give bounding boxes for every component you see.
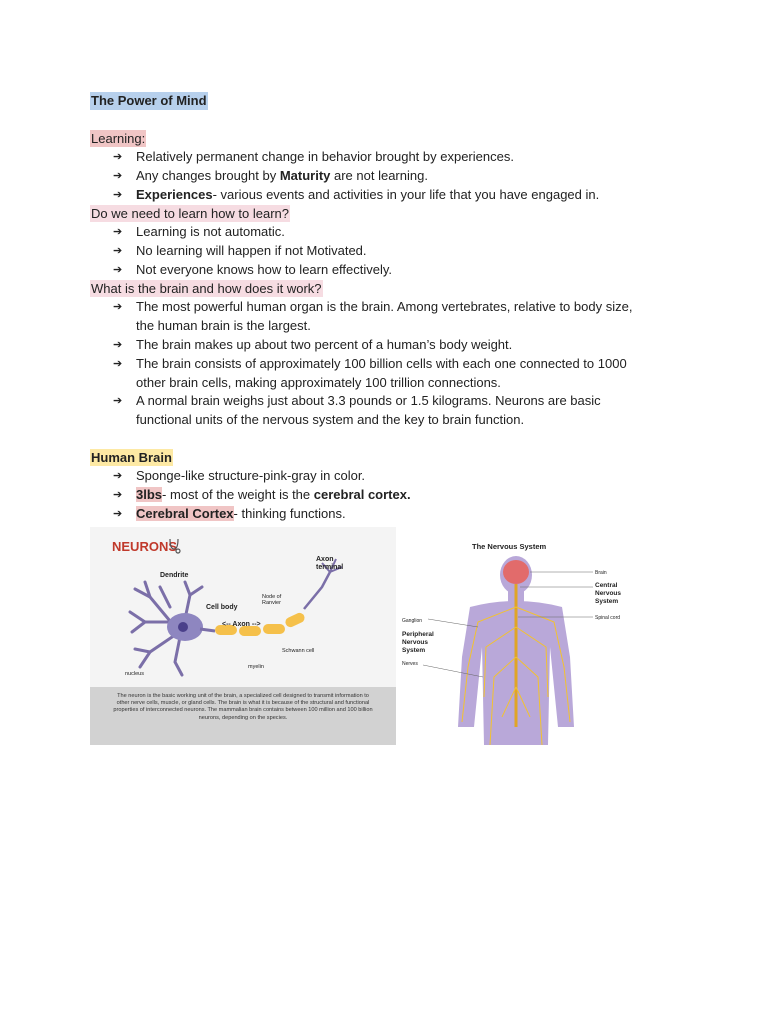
bold-term: cerebral cortex. — [313, 487, 411, 502]
bullet-text: 3lbs- most of the weight is the cerebral cortex. — [136, 487, 411, 502]
label-brain: Brain — [595, 570, 607, 576]
bold-term: Maturity — [279, 168, 331, 183]
arrow-icon: ➔ — [113, 264, 123, 276]
bullet-item — [113, 336, 673, 355]
arrow-icon: ➔ — [113, 151, 123, 163]
bullet-text: Experiences- various events and activities in your life that you have engaged in. — [136, 187, 600, 202]
label-ranvier: Ranvier — [262, 600, 281, 606]
bullet-item — [113, 261, 673, 280]
arrow-icon: ➔ — [113, 170, 123, 182]
heading-brain-work: What is the brain and how does it work? — [91, 281, 322, 296]
bullet-text: Cerebral Cortex- thinking functions. — [136, 506, 346, 521]
bullet-item — [113, 186, 673, 205]
label-nerves: Nerves — [402, 661, 418, 667]
label-cns: Central — [595, 582, 618, 589]
neuron-caption-box — [90, 687, 396, 745]
arrow-icon: ➔ — [113, 395, 123, 407]
brain-shape — [503, 560, 529, 584]
arrow-icon: ➔ — [113, 358, 123, 370]
bold-term: Cerebral Cortex — [136, 506, 234, 521]
label-cns: Nervous — [595, 590, 622, 597]
bullet-item — [113, 242, 673, 261]
bullet-item — [113, 148, 673, 167]
nucleus-shape — [178, 622, 188, 632]
neuron-figure — [90, 527, 396, 745]
bullet-text: The brain makes up about two percent of a human’s body weight. — [136, 337, 513, 352]
label-cns: System — [595, 598, 619, 605]
bullet-text: Learning is not automatic. — [136, 224, 285, 239]
label-pns: Peripheral — [402, 631, 434, 638]
label-ganglion: Ganglion — [402, 618, 423, 624]
bullet-item — [113, 298, 673, 335]
bold-term: Experiences — [136, 187, 213, 202]
arrow-icon: ➔ — [113, 245, 123, 257]
label-axon-terminal: terminal — [316, 564, 344, 571]
bullet-text: Sponge-like structure-pink-gray in color. — [136, 468, 366, 483]
nervous-system-figure — [398, 527, 635, 745]
bullet-text: No learning will happen if not Motivated. — [136, 243, 367, 258]
document-title: The Power of Mind — [91, 93, 207, 108]
bullet-item — [113, 355, 673, 392]
nervous-title: The Nervous System — [472, 542, 547, 551]
bullet-item — [113, 467, 673, 486]
label-dendrite: Dendrite — [160, 572, 189, 579]
heading-human-brain: Human Brain — [91, 450, 172, 465]
label-cell-body: Cell body — [206, 604, 238, 611]
bullet-item — [113, 392, 673, 429]
bullet-text: A normal brain weighs just about 3.3 pounds or 1.5 kilograms. Neurons are basic functional units of the nervous system and the key to brain function. — [136, 393, 601, 427]
arrow-icon: ➔ — [113, 301, 123, 313]
label-nucleus: nucleus — [125, 671, 144, 677]
label-myelin: myelin — [248, 664, 264, 670]
bullet-text: Any changes brought by Maturity are not learning. — [136, 168, 428, 183]
bullet-text: The most powerful human organ is the brain. Among vertebrates, relative to body size, the human brain is the largest. — [136, 299, 633, 333]
neuron-title: NEURONS — [112, 539, 178, 554]
label-spinal-cord: Spinal cord — [595, 615, 621, 621]
arrow-icon: ➔ — [113, 189, 123, 201]
bullet-text: Not everyone knows how to learn effectively. — [136, 262, 393, 277]
label-schwann: Schwann cell — [282, 648, 315, 654]
label-pns: System — [402, 647, 426, 654]
label-pns: Nervous — [402, 639, 429, 646]
bullet-text: Relatively permanent change in behavior brought by experiences. — [136, 149, 514, 164]
arrow-icon: ➔ — [113, 470, 123, 482]
heading-learn-how: Do we need to learn how to learn? — [91, 206, 290, 221]
nervous-system-diagram — [398, 527, 635, 745]
bold-term: 3lbs — [136, 487, 163, 502]
label-axon-terminal: Axon — [316, 556, 334, 563]
bullet-item — [113, 167, 673, 186]
label-axon: <-- Axon --> — [222, 621, 261, 628]
bullet-text: The brain consists of approximately 100 billion cells with each one connected to 1000 other brain cells, making approximately 100 trillion connections. — [136, 356, 627, 390]
arrow-icon: ➔ — [113, 226, 123, 238]
bullet-item — [113, 223, 673, 242]
label-node: Node of — [262, 594, 282, 600]
neuron-caption: The neuron is the basic working unit of the brain, a specialized cell designed to transmit information to other nerve cells, muscle, or gland cells. The brain is what it is because of the structural and functional properties of interconnected neurons. The mammalian brain contains between 100 million and 100 billion neurons, depending on the species. — [113, 693, 373, 721]
arrow-icon: ➔ — [113, 508, 123, 520]
arrow-icon: ➔ — [113, 339, 123, 351]
arrow-icon: ➔ — [113, 489, 123, 501]
bullet-item — [113, 505, 673, 524]
heading-learning: Learning: — [91, 131, 146, 146]
bullet-item — [113, 486, 673, 505]
